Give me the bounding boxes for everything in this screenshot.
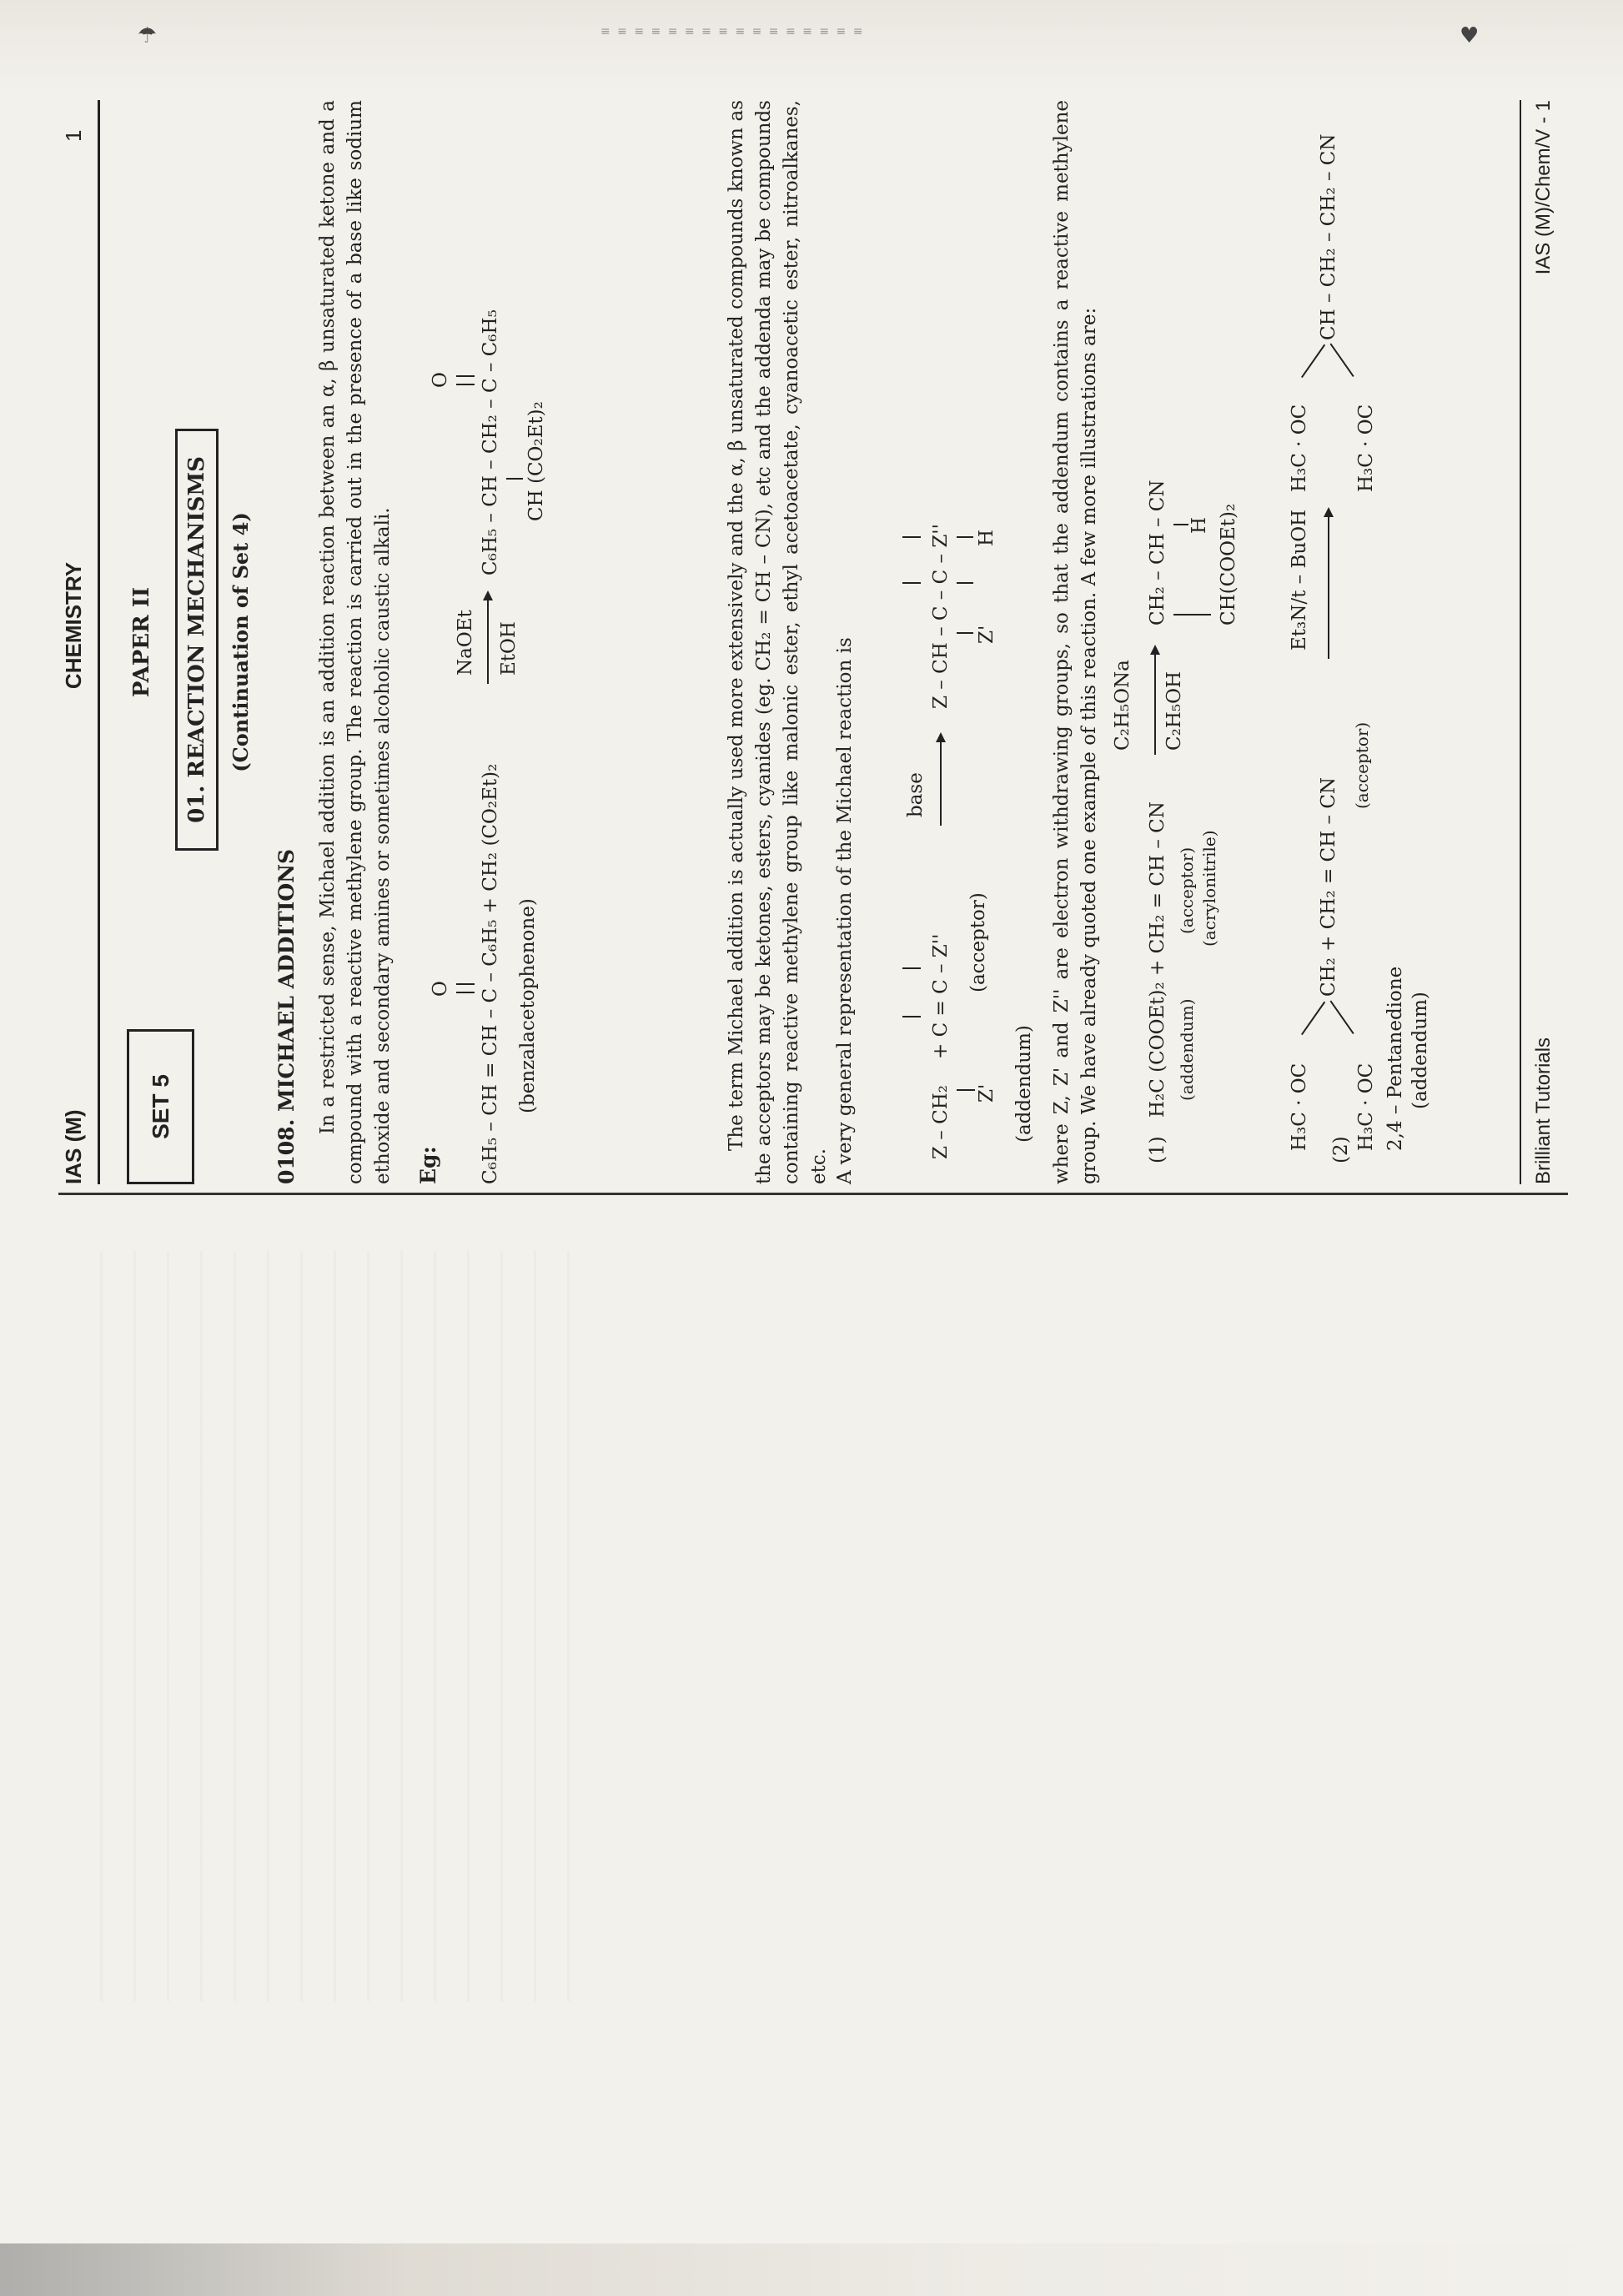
eq4-reactant-bottom: H₃C · OC: [1355, 1063, 1377, 1151]
eq1-product-sub: CH (CO₂Et)₂: [525, 401, 547, 521]
scan-bottom-edge: [0, 2243, 1623, 2296]
header-subject: CHEMISTRY: [61, 561, 86, 690]
eq3-number: (1): [1147, 1136, 1168, 1163]
eq3-product-main: CH₂ – CH – CN: [1147, 480, 1168, 625]
header-rule: [98, 100, 100, 1184]
acceptors-paragraph: The term Michael addition is actually used more extensively and the α, β unsaturated compounds known as the acceptors may be ketones, esters, cyanides (eg. CH₂ = CH – CN), etc and the addenda may be compounds containing reactive methylene group like malonic ester, ethyl acetoacetate, cyanoacetic ester, nitroalkanes, etc.: [726, 100, 830, 1184]
paper-title: PAPER II: [129, 586, 154, 698]
set-label-box: SET 5: [127, 1029, 194, 1184]
eq2-product-bond-2: [902, 536, 921, 538]
eq2-acceptor-bond-1: [902, 1016, 921, 1017]
eq2-acceptor: + C = C – Z'': [930, 933, 952, 1059]
scan-mark-left: ☂: [138, 23, 158, 48]
eq1-carbonyl-o: O: [430, 981, 451, 997]
header-left: IAS (M): [61, 1109, 86, 1184]
eq3-acrylonitrile-label: (acrylonitrile): [1199, 830, 1219, 947]
eq4-reactant-top: H₃C · OC: [1289, 1063, 1310, 1151]
show-through-texture: [100, 1251, 600, 2002]
eq2-product-bond-4: [957, 582, 973, 584]
eq2-acceptor-bond-2: [902, 967, 921, 969]
eq3-arrow: [1154, 646, 1156, 755]
eq1-double-bond: [456, 983, 475, 993]
eq3-reagent-top: C₂H₅ONa: [1112, 660, 1133, 751]
topic-title-box: 01. REACTION MECHANISMS: [175, 429, 219, 851]
continuation-note: (Continuation of Set 4): [229, 512, 253, 772]
header-page-number: 1: [61, 129, 86, 142]
eq3-product-sub: CH(COOEt)₂: [1218, 503, 1239, 625]
eq4-reactant-bond-top: [1301, 1002, 1325, 1035]
eq4-acceptor-label: (acceptor): [1352, 721, 1372, 809]
eq4-product-top: H₃C · OC: [1289, 404, 1310, 492]
eq4-number: (2): [1330, 1136, 1352, 1163]
eq4-product-bond-bottom: [1329, 344, 1354, 377]
eq1-product-bond: [506, 478, 523, 480]
eq1-reagent-bottom: EtOH: [498, 621, 520, 676]
section-title: 0108. MICHAEL ADDITIONS: [274, 848, 299, 1184]
footer-publisher: Brilliant Tutorials: [1532, 1037, 1555, 1184]
eq2-product-bond-5: [957, 536, 973, 538]
scan-top-edge: [0, 0, 1623, 92]
eq4-reactant-mid: CH₂ + CH₂ = CH – CN: [1318, 776, 1339, 997]
eq4-reagent: Et₃N/t – BuOH: [1289, 509, 1310, 651]
eq3-product-h: H: [1188, 516, 1210, 534]
electron-withdrawing-paragraph: where Z, Z' and Z'' are electron withdrawing groups, so that the addendum contains a reactive methylene group. We have already quoted one example of this reaction. A few more illustrations are:: [1051, 100, 1100, 1184]
eq3-acceptor-label: (acceptor): [1177, 847, 1197, 934]
eq3-reactants: H₂C (COOEt)₂ + CH₂ = CH – CN: [1147, 801, 1168, 1118]
eq4-reactant-name: 2,4 – Pentanedione: [1384, 966, 1406, 1151]
eq2-acceptor-label: (acceptor): [967, 892, 989, 992]
general-representation-intro: A very general representation of the Michael reaction is: [834, 637, 856, 1184]
eq2-addendum-bond: [957, 1089, 975, 1091]
scan-bleed-text: ≡ ≡ ≡ ≡ ≡ ≡ ≡ ≡ ≡ ≡ ≡ ≡ ≡ ≡ ≡ ≡: [600, 25, 865, 38]
eq4-product-bottom: H₃C · OC: [1355, 404, 1377, 492]
eq4-reactant-bond-bottom: [1329, 1001, 1354, 1034]
eq2-product-h: H: [976, 529, 997, 546]
eq2-product-z: Z': [976, 625, 997, 644]
eq2-addendum-label: (addendum): [1013, 1025, 1035, 1143]
eq3-reagent-bottom: C₂H₅OH: [1163, 671, 1185, 751]
intro-paragraph: In a restricted sense, Michael addition is an addition reaction between an α, β unsaturated ketone and a compound with a reactive methylene group. The reaction is carried out in the presence of a base like sodium ethoxide and secondary amines or sometimes alcoholic caustic alkali.: [317, 100, 394, 1184]
footer-rule: [1520, 100, 1521, 1184]
eq2-reagent: base: [905, 772, 927, 817]
eq1-reactants: C₆H₅ – CH = CH – C – C₆H₅ + CH₂ (CO₂Et)₂: [480, 763, 501, 1184]
eq2-product: Z – CH – C – C – Z'': [930, 524, 952, 709]
eq2-product-bond-1: [902, 582, 921, 584]
eq1-product-main: C₆H₅ – CH – CH₂ – C – C₆H₅: [480, 309, 501, 575]
eq4-product-main: CH – CH₂ – CH₂ – CN: [1318, 133, 1339, 340]
eq1-reactant-name: (benzalacetophenone): [517, 898, 539, 1113]
eq2-product-bond-3: [957, 632, 973, 634]
eq4-addendum-label: (addendum): [1409, 992, 1431, 1109]
eq1-arrow: [487, 592, 489, 684]
eq2-z-prime: Z': [976, 1083, 997, 1103]
eq3-product-bond-1: [1173, 614, 1211, 615]
eq1-product-double-bond: [456, 375, 475, 385]
document-page: [60, 100, 1561, 1184]
example-label: Eg:: [416, 1146, 440, 1184]
eq2-addendum: Z – CH₂: [930, 1085, 952, 1159]
eq4-arrow: [1328, 509, 1329, 659]
scan-mark-right: ♥: [1460, 23, 1480, 48]
eq1-product-o: O: [430, 372, 451, 388]
footer-page-code: IAS (M)/Chem/V - 1: [1532, 100, 1555, 275]
eq2-arrow: [940, 734, 942, 826]
eq3-addendum-label: (addendum): [1177, 998, 1197, 1101]
eq1-reagent-top: NaOEt: [455, 610, 476, 676]
page-fold-line: [58, 1193, 1568, 1195]
eq4-product-bond-top: [1301, 344, 1325, 378]
